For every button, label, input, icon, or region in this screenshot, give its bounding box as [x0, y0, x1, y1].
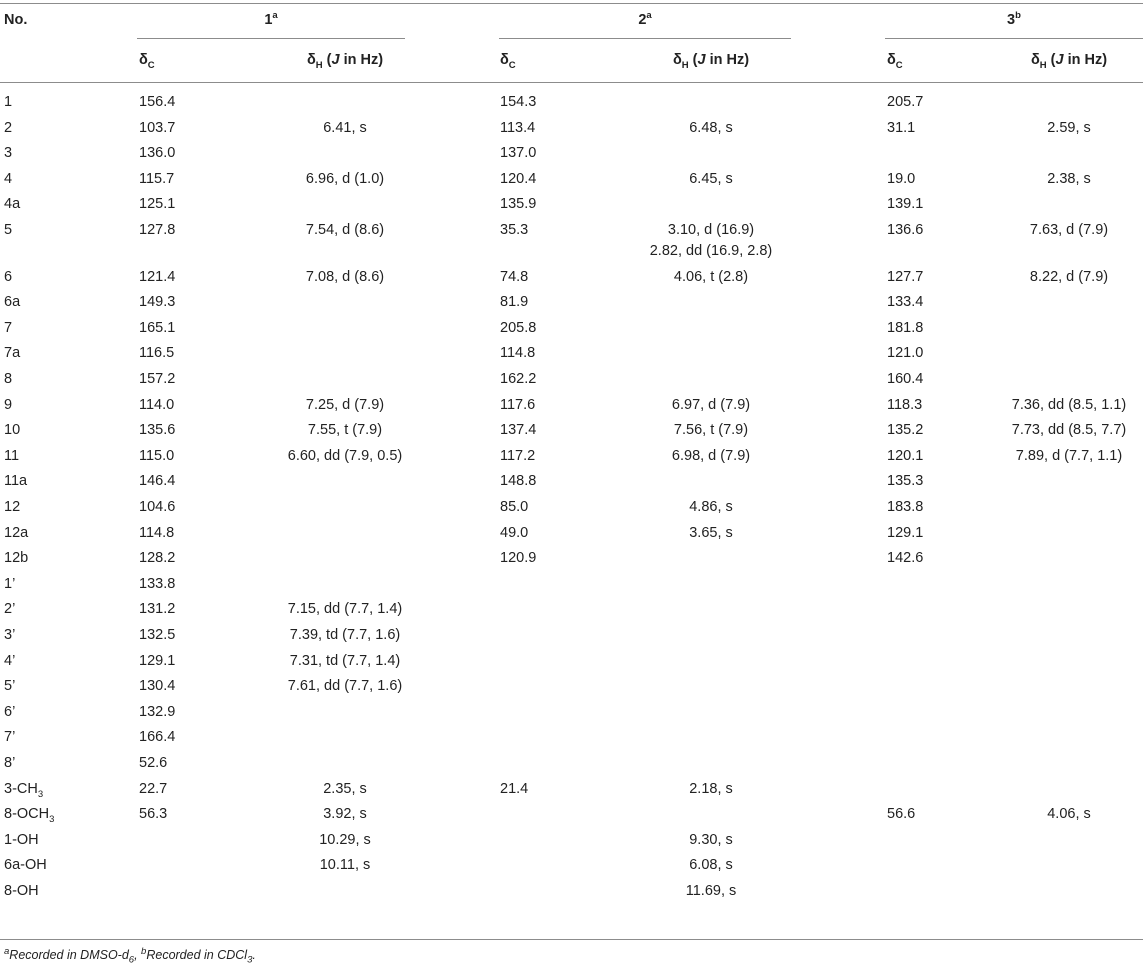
- position-label: [4, 729, 15, 745]
- carbon-shift-2: 21.4: [500, 780, 529, 797]
- header-compound-2: [638, 12, 651, 28]
- compound-1-mark: a: [272, 10, 278, 22]
- position-label: [4, 653, 15, 669]
- header-delta-c-1: [139, 52, 155, 71]
- proton-shift-1: 7.61, dd (7.7, 1.6): [287, 678, 403, 695]
- delta-subscript: H: [681, 59, 689, 71]
- coupling-symbol: J: [697, 52, 706, 68]
- footnote-a-mark: a: [4, 945, 10, 957]
- carbon-shift-3: 120.1: [887, 447, 924, 464]
- carbon-shift-2: 137.4: [500, 422, 537, 439]
- proton-shift-1: 7.31, td (7.7, 1.4): [289, 652, 401, 669]
- proton-shift-2: 6.45, s: [689, 170, 733, 187]
- position-label: [4, 473, 27, 489]
- position-label: [4, 448, 19, 464]
- position-text: 11: [4, 447, 20, 464]
- footnote-b-text: Recorded in CDCl: [146, 948, 248, 962]
- carbon-shift-1: 22.7: [139, 780, 168, 797]
- coupling-symbol: J: [331, 52, 340, 68]
- carbon-shift-3: 31.1: [887, 119, 916, 136]
- footnote-b-mark: b: [141, 945, 147, 957]
- proton-shift-1: 7.54, d (8.6): [305, 222, 385, 238]
- compound-3-mark: b: [1015, 10, 1021, 22]
- position-label: [4, 755, 15, 771]
- delta-symbol: δ: [500, 52, 509, 68]
- position-label: [4, 269, 12, 285]
- position-label: [4, 171, 12, 187]
- proton-shift-2: 2.18, s: [689, 780, 733, 797]
- compound-1-label: 1: [264, 12, 273, 28]
- position-label: [4, 883, 39, 899]
- proton-shift-2: 4.86, s: [689, 499, 733, 515]
- carbon-shift-3: 139.1: [887, 196, 924, 213]
- carbon-shift-3: 133.4: [887, 294, 924, 311]
- position-label: [4, 627, 15, 643]
- position-text: 11a: [4, 473, 28, 490]
- paren-open: (: [1046, 52, 1056, 68]
- position-text: 4’: [4, 652, 16, 669]
- carbon-shift-1: 157.2: [139, 371, 176, 387]
- carbon-shift-1: 103.7: [139, 119, 176, 136]
- proton-shift-2: 6.48, s: [689, 119, 733, 136]
- carbon-shift-1: 149.3: [139, 294, 176, 311]
- coupling-symbol: J: [1055, 52, 1064, 68]
- carbon-shift-3: 142.6: [887, 550, 924, 567]
- footnote-a-sub: 6: [128, 954, 135, 966]
- position-text: 12b: [4, 550, 29, 567]
- position-text: 4: [4, 170, 13, 187]
- position-label: [4, 222, 12, 238]
- compound-3-label: 3: [1007, 12, 1016, 28]
- position-text: 3-CH: [4, 780, 38, 797]
- position-text: 2: [4, 119, 13, 136]
- carbon-shift-3: 118.3: [887, 396, 923, 413]
- proton-shift-3: 8.22, d (7.9): [1029, 268, 1109, 285]
- delta-subscript: C: [508, 59, 516, 71]
- carbon-shift-2: 120.9: [500, 550, 537, 567]
- proton-shift-2: 6.08, s: [689, 857, 733, 874]
- carbon-shift-1: 116.5: [139, 345, 175, 362]
- carbon-shift-2: 137.0: [500, 145, 537, 162]
- carbon-shift-2: 49.0: [500, 524, 529, 541]
- position-text: 5’: [4, 678, 16, 695]
- proton-shift-3: 7.89, d (7.7, 1.1): [1015, 447, 1123, 464]
- proton-shift-2: 3.10, d (16.9): [667, 222, 755, 238]
- carbon-shift-2: 148.8: [500, 473, 537, 490]
- carbon-shift-1: 146.4: [139, 473, 176, 490]
- position-text: 8: [4, 371, 13, 387]
- proton-shift-1: 6.60, dd (7.9, 0.5): [287, 447, 403, 464]
- proton-shift-1: 2.35, s: [323, 780, 367, 797]
- header-delta-c-2: [500, 52, 516, 71]
- carbon-shift-2: 117.2: [500, 447, 536, 464]
- carbon-shift-2: 120.4: [500, 170, 537, 187]
- position-label: [4, 294, 20, 310]
- carbon-shift-3: 121.0: [887, 345, 924, 362]
- position-text: 3’: [4, 627, 16, 643]
- position-label: [4, 145, 12, 161]
- unit-text: in Hz): [1063, 52, 1108, 68]
- proton-shift-3: 2.38, s: [1047, 170, 1091, 187]
- position-text: 12a: [4, 524, 29, 541]
- carbon-shift-1: 132.5: [139, 627, 176, 643]
- carbon-shift-1: 135.6: [139, 422, 176, 439]
- delta-subscript: H: [1039, 59, 1047, 71]
- carbon-shift-3: 136.6: [887, 222, 924, 238]
- position-text: 2’: [4, 601, 16, 618]
- proton-shift-2: 3.65, s: [689, 524, 733, 541]
- carbon-shift-2: 85.0: [500, 499, 529, 515]
- carbon-shift-3: 183.8: [887, 499, 924, 515]
- carbon-shift-3: 181.8: [887, 319, 924, 336]
- compound-2-label: 2: [638, 12, 647, 28]
- proton-shift-2: 4.06, t (2.8): [673, 268, 749, 285]
- top-rule: [0, 3, 1143, 4]
- position-label: [4, 120, 12, 136]
- position-label: [4, 94, 12, 110]
- proton-shift-1: 7.08, d (8.6): [305, 268, 385, 285]
- footnote-separator: ,: [134, 948, 142, 962]
- carbon-shift-2: 205.8: [500, 319, 537, 336]
- header-delta-h-3: [1030, 52, 1108, 71]
- carbon-shift-1: 130.4: [139, 678, 176, 695]
- carbon-shift-1: 133.8: [139, 575, 176, 592]
- position-label: [4, 857, 47, 873]
- carbon-shift-2: 117.6: [500, 396, 536, 413]
- footnote-b-sub: 3: [247, 954, 253, 966]
- position-label: [4, 499, 20, 515]
- carbon-shift-1: 52.6: [139, 755, 168, 771]
- position-text: 8-OH: [4, 883, 39, 899]
- proton-shift-1: 10.11, s: [319, 857, 371, 874]
- carbon-shift-1: 115.0: [139, 447, 175, 464]
- position-text: 6a-OH: [4, 857, 47, 874]
- position-text: 8-OCH: [4, 806, 50, 823]
- carbon-shift-3: 127.7: [887, 268, 924, 285]
- position-label: [4, 780, 44, 800]
- carbon-shift-1: 129.1: [139, 652, 176, 669]
- header-bottom-rule: [0, 82, 1143, 83]
- table-bottom-rule: [0, 939, 1143, 940]
- proton-shift-2-second-line: 2.82, dd (16.9, 2.8): [649, 243, 773, 259]
- carbon-shift-1: 131.2: [139, 601, 176, 618]
- carbon-shift-3: 135.3: [887, 473, 924, 490]
- position-label: [4, 320, 12, 336]
- header-delta-h-1: [306, 52, 384, 71]
- position-label: [4, 422, 20, 438]
- carbon-shift-2: 135.9: [500, 196, 537, 213]
- position-text: 7: [4, 319, 13, 336]
- position-subscript: 3: [49, 814, 55, 826]
- proton-shift-3: 4.06, s: [1047, 806, 1091, 823]
- carbon-shift-2: 81.9: [500, 294, 529, 311]
- position-text: 7’: [4, 729, 16, 746]
- header-compound-3: [1007, 12, 1021, 28]
- proton-shift-1: 3.92, s: [323, 806, 367, 823]
- carbon-shift-1: 156.4: [139, 94, 176, 110]
- delta-symbol: δ: [887, 52, 896, 68]
- position-label: [4, 345, 20, 361]
- position-label: [4, 704, 15, 720]
- carbon-shift-2: 74.8: [500, 268, 529, 285]
- carbon-shift-1: 166.4: [139, 729, 176, 746]
- position-text: 1-OH: [4, 831, 39, 848]
- carbon-shift-3: 129.1: [887, 524, 924, 541]
- unit-text: in Hz): [705, 52, 750, 68]
- delta-subscript: C: [147, 59, 155, 71]
- delta-symbol: δ: [306, 52, 316, 68]
- paren-open: (: [688, 52, 698, 68]
- carbon-shift-3: 135.2: [887, 422, 924, 439]
- position-text: 6a: [4, 294, 21, 311]
- position-label: [4, 550, 28, 566]
- position-label: [4, 678, 15, 694]
- carbon-shift-1: 115.7: [139, 170, 175, 187]
- proton-shift-3: 2.59, s: [1047, 119, 1091, 136]
- table-footnote: [4, 945, 256, 966]
- carbon-shift-1: 114.0: [139, 396, 175, 413]
- position-text: 6’: [4, 703, 16, 720]
- carbon-shift-1: 127.8: [139, 222, 176, 238]
- proton-shift-1: 6.96, d (1.0): [305, 170, 385, 187]
- carbon-shift-3: 205.7: [887, 94, 924, 110]
- header-delta-c-3: [887, 52, 903, 71]
- proton-shift-1: 10.29, s: [319, 831, 371, 848]
- carbon-shift-1: 121.4: [139, 268, 176, 285]
- proton-shift-1: 7.39, td (7.7, 1.6): [289, 627, 401, 643]
- position-text: 7a: [4, 345, 21, 362]
- carbon-shift-3: 56.6: [887, 806, 916, 823]
- header-no: No.: [4, 12, 28, 28]
- position-label: [4, 525, 28, 541]
- carbon-shift-3: 19.0: [887, 170, 916, 187]
- proton-shift-2: 6.98, d (7.9): [671, 447, 751, 464]
- position-label: [4, 806, 55, 826]
- position-text: 9: [4, 396, 13, 413]
- position-text: 10: [4, 422, 21, 439]
- footnote-end: .: [252, 948, 256, 962]
- compound-3-underline: [885, 38, 1143, 39]
- position-label: [4, 601, 15, 617]
- position-subscript: 3: [37, 788, 44, 800]
- carbon-shift-2: 35.3: [500, 222, 529, 238]
- header-delta-h-2: [672, 52, 750, 71]
- position-text: 12: [4, 499, 21, 515]
- carbon-shift-2: 162.2: [500, 371, 537, 387]
- carbon-shift-1: 136.0: [139, 145, 176, 162]
- carbon-shift-1: 104.6: [139, 499, 176, 515]
- position-text: 8’: [4, 755, 16, 771]
- unit-text: in Hz): [339, 52, 384, 68]
- delta-subscript: H: [315, 59, 323, 71]
- carbon-shift-2: 114.8: [500, 345, 536, 362]
- proton-shift-1: 7.25, d (7.9): [305, 396, 385, 413]
- delta-symbol: δ: [139, 52, 148, 68]
- position-text: 4a: [4, 196, 21, 213]
- paren-open: (: [322, 52, 332, 68]
- proton-shift-2: 11.69, s: [685, 883, 737, 899]
- position-text: 3: [4, 145, 13, 162]
- proton-shift-3: 7.73, dd (8.5, 7.7): [1011, 422, 1127, 439]
- carbon-shift-1: 125.1: [139, 196, 176, 213]
- position-label: [4, 576, 15, 592]
- delta-subscript: C: [895, 59, 903, 71]
- proton-shift-1: 7.15, dd (7.7, 1.4): [287, 601, 403, 618]
- position-label: [4, 397, 12, 413]
- position-label: [4, 196, 20, 212]
- proton-shift-3: 7.36, dd (8.5, 1.1): [1011, 396, 1127, 413]
- position-label: [4, 371, 12, 387]
- header-compound-1: [264, 12, 277, 28]
- position-label: [4, 832, 39, 848]
- position-text: 5: [4, 222, 13, 238]
- proton-shift-2: 7.56, t (7.9): [673, 422, 749, 439]
- delta-symbol: δ: [1030, 52, 1040, 68]
- carbon-shift-1: 56.3: [139, 806, 168, 823]
- carbon-shift-2: 154.3: [500, 94, 537, 110]
- carbon-shift-1: 132.9: [139, 703, 176, 720]
- proton-shift-1: 6.41, s: [323, 119, 367, 136]
- proton-shift-3: 7.63, d (7.9): [1029, 222, 1109, 238]
- proton-shift-2: 6.97, d (7.9): [671, 396, 751, 413]
- compound-2-underline: [499, 38, 791, 39]
- carbon-shift-1: 128.2: [139, 550, 176, 567]
- carbon-shift-3: 160.4: [887, 371, 924, 387]
- compound-2-mark: a: [646, 10, 652, 22]
- delta-symbol: δ: [672, 52, 682, 68]
- carbon-shift-1: 114.8: [139, 524, 175, 541]
- footnote-a-text: Recorded in DMSO-d: [9, 948, 129, 962]
- position-text: 1: [4, 94, 13, 110]
- position-text: 1’: [4, 575, 16, 592]
- proton-shift-2: 9.30, s: [689, 831, 733, 848]
- proton-shift-1: 7.55, t (7.9): [307, 422, 383, 439]
- carbon-shift-2: 113.4: [500, 119, 536, 136]
- carbon-shift-1: 165.1: [139, 319, 176, 336]
- compound-1-underline: [137, 38, 405, 39]
- position-text: 6: [4, 268, 13, 285]
